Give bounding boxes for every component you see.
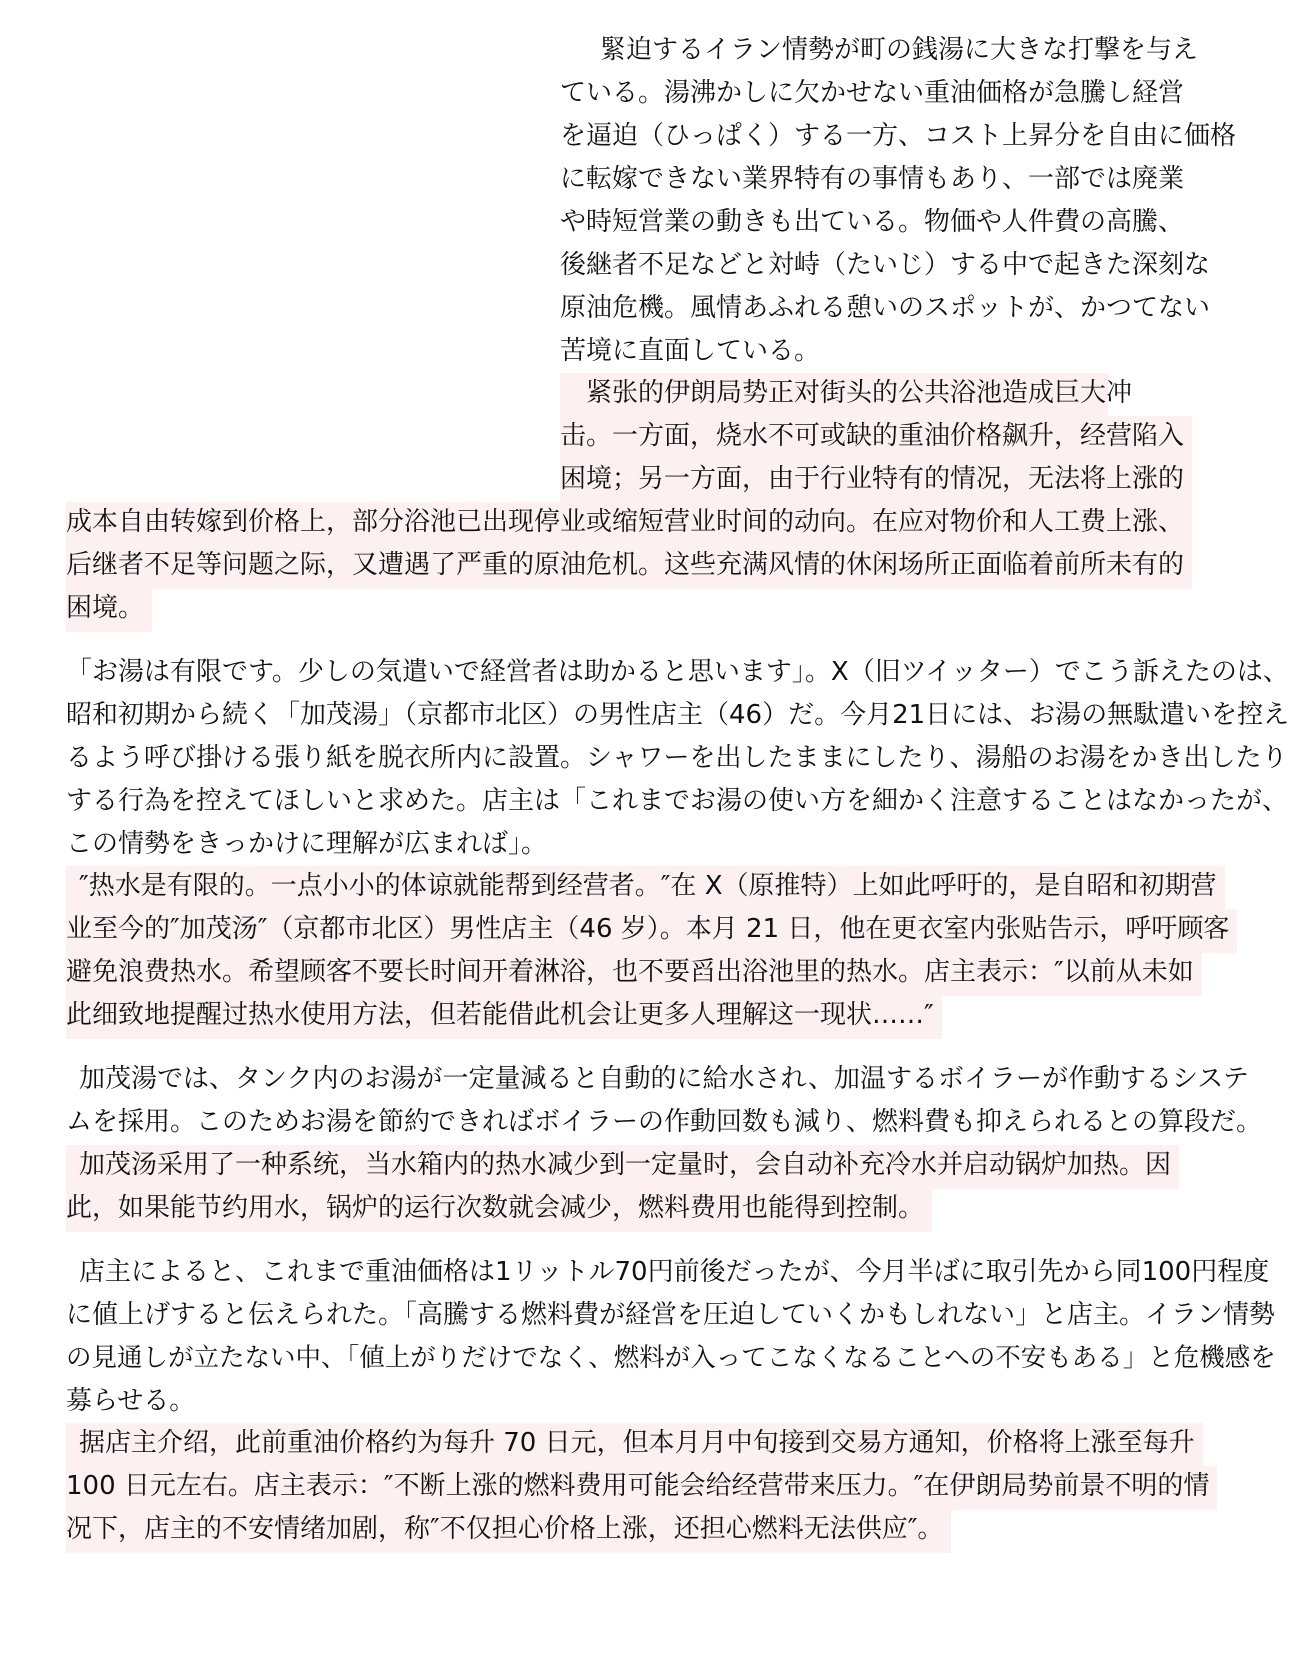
- jp-p4-line-1: 店主によると、これまで重油価格は1リットル70円前後だったが、今月半ばに取引先から同100円程度: [79, 1257, 1270, 1287]
- photo-placeholder: [0, 0, 590, 530]
- zh-p1-line-1: 紧张的伊朗局势正对街头的公共浴池造成巨大冲: [560, 373, 1108, 417]
- jp-p1-line-7: 原油危機。風情あふれる憩いのスポットが、かつてない: [560, 293, 1211, 323]
- zh-p1-line-2: 击。一方面，烧水不可或缺的重油价格飙升，经营陷入: [560, 416, 1192, 460]
- zh-p1-line-6: 困境。: [66, 588, 152, 632]
- jp-p2-line-1: 「お湯は有限です。少しの気遣いで経営者は助かると思います」。X（旧ツイッター）でこう訴えたのは、: [66, 657, 1289, 687]
- zh-p3-line-1: 加茂汤采用了一种系统，当水箱内的热水减少到一定量时，会自动补充冷水并启动锅炉加热。因: [66, 1145, 1179, 1189]
- jp-p3-line-2: ムを採用。このためお湯を節約できればボイラーの作動回数も減り、燃料費も抑えられるとの算段だ。: [66, 1107, 1263, 1137]
- zh-p4-line-3: 况下，店主的不安情绪加剧，称″不仅担心价格上涨，还担心燃料无法供应″。: [66, 1509, 951, 1553]
- jp-p4-line-2: に値上げすると伝えられた。「高騰する燃料費が経営を圧迫していくかもしれない」と店主。イラン情勢: [66, 1300, 1276, 1330]
- jp-p2-line-3: るよう呼び掛ける張り紙を脱衣所内に設置。シャワーを出したままにしたり、湯船のお湯をかき出したり: [66, 743, 1288, 773]
- jp-p1-line-2: ている。湯沸かしに欠かせない重油価格が急騰し経営: [560, 78, 1185, 108]
- zh-p4-line-2: 100 日元左右。店主表示：″不断上涨的燃料费用可能会给经营带来压力。″在伊朗局势前景不明的情: [66, 1466, 1217, 1510]
- jp-p1-line-8: 苦境に直面している。: [560, 336, 821, 366]
- jp-p1-line-1: 緊迫するイラン情勢が町の銭湯に大きな打撃を与え: [600, 35, 1199, 65]
- zh-p4-line-1: 据店主介绍，此前重油价格约为每升 70 日元，但本月月中旬接到交易方通知，价格将上涨至每升: [66, 1423, 1203, 1467]
- zh-p2-line-4: 此细致地提醒过热水使用方法，但若能借此机会让更多人理解这一现状……″: [66, 995, 942, 1039]
- jp-p1-line-3: を逼迫（ひっぱく）する一方、コスト上昇分を自由に価格: [560, 121, 1237, 151]
- zh-p2-line-3: 避免浪费热水。希望顾客不要长时间开着淋浴，也不要舀出浴池里的热水。店主表示：″以前从未如: [66, 952, 1202, 996]
- zh-p2-line-2: 业至今的″加茂汤″（京都市北区）男性店主（46 岁）。本月 21 日，他在更衣室内张贴告示，呼吁顾客: [66, 909, 1237, 953]
- jp-p4-line-4: 募らせる。: [66, 1386, 196, 1416]
- zh-p1-line-5: 后继者不足等问题之际，又遭遇了严重的原油危机。这些充满风情的休闲场所正面临着前所未有的: [66, 545, 1192, 589]
- jp-p1-line-5: や時短営業の動きも出ている。物価や人件費の高騰、: [560, 207, 1185, 237]
- zh-p2-line-1: ″热水是有限的。一点小小的体谅就能帮到经营者。″在 X（原推特）上如此呼吁的，是自昭和初期营: [66, 866, 1225, 910]
- jp-p1-line-4: に転嫁できない業界特有の事情もあり、一部では廃業: [560, 164, 1185, 194]
- zh-p1-line-3: 困境；另一方面，由于行业特有的情况，无法将上涨的: [560, 459, 1192, 503]
- zh-p3-line-2: 此，如果能节约用水，锅炉的运行次数就会减少，燃料费用也能得到控制。: [66, 1188, 932, 1232]
- jp-p2-line-4: する行為を控えてほしいと求めた。店主は「これまでお湯の使い方を細かく注意することはなかったが、: [66, 786, 1289, 816]
- jp-p1-line-6: 後継者不足などと対峙（たいじ）する中で起きた深刻な: [560, 250, 1211, 280]
- jp-p4-line-3: の見通しが立たない中、「値上がりだけでなく、燃料が入ってこなくなることへの不安もある」と危機感を: [66, 1343, 1276, 1373]
- jp-p3-line-1: 加茂湯では、タンク内のお湯が一定量減ると自動的に給水され、加温するボイラーが作動するシステ: [79, 1064, 1249, 1094]
- jp-p2-line-5: この情勢をきっかけに理解が広まれば」。: [66, 829, 548, 859]
- zh-p1-line-4: 成本自由转嫁到价格上，部分浴池已出现停业或缩短营业时间的动向。在应对物价和人工费上涨、: [66, 502, 1192, 546]
- jp-p2-line-2: 昭和初期から続く「加茂湯」（京都市北区）の男性店主（46）だ。今月21日には、お湯の無駄遣いを控え: [66, 700, 1290, 730]
